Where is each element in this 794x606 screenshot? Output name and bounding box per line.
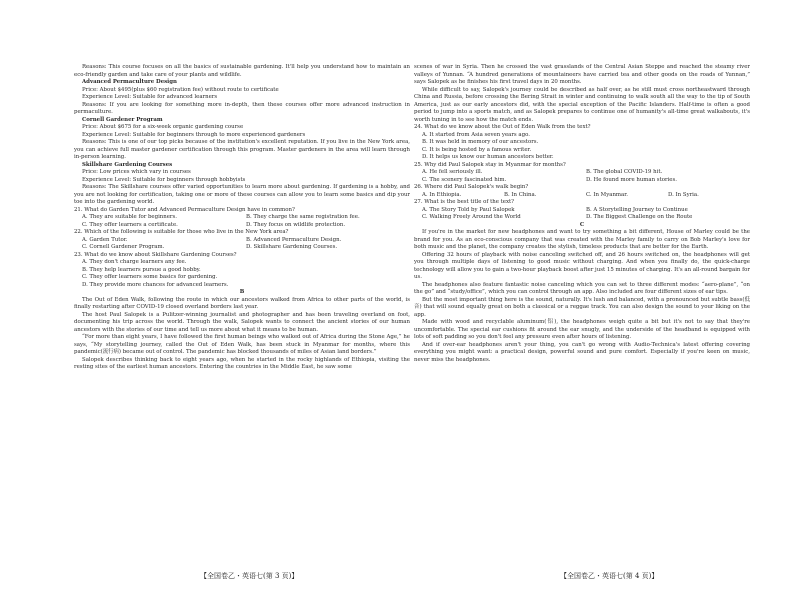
q22-option-d: D. Skillshare Gardening Courses. — [246, 244, 338, 250]
right-page-column — [414, 64, 750, 364]
q23-option-d: D. They provide more chances for advanced learners. — [82, 281, 229, 288]
course3-title: Cornell Gardener Program — [82, 116, 163, 123]
left-page-column — [74, 64, 410, 372]
q26-option-a: A. In Ethiopia. — [422, 191, 462, 198]
q21-options-row2 — [82, 222, 410, 230]
question-27: 27. What is the best title of the text? — [414, 199, 515, 205]
course3-price: Price: About $675 for a six-week organic gardening course — [82, 124, 244, 130]
question-21: 21. What do Garden Tutor and Advanced Permaculture Design have in common? — [74, 206, 295, 213]
q24-option-c: C. It is being hosted by a famous writer. — [422, 146, 532, 153]
passage-c-para4: But the most important thing here is the sound, naturally. It's lush and balanced, with a pronounced but subtle bass(低音) that will sound equally great on both a classical or a reggae track. You can also design the sound to your liking on the app. — [414, 296, 750, 318]
q24-option-a: A. It started from Asia seven years ago. — [422, 131, 530, 138]
q26-option-b: B. In China. — [504, 191, 537, 198]
q25-option-b: B. The global COVID-19 hit. — [586, 169, 663, 175]
q22-options-row1 — [82, 237, 410, 245]
passage-b-para1: The Out of Eden Walk, following the route in which our ancestors walked from Africa to other parts of the world, is finally restarting after COVID-19 closed overland borders last year. — [74, 296, 410, 310]
q24-option-b: B. It was held in memory of our ancestors. — [422, 139, 539, 145]
q22-option-a: A. Garden Tutor. — [82, 236, 128, 243]
q27-option-a: A. The Story Told by Paul Salopek — [422, 206, 515, 213]
q23-option-c: C. They offer learners some basics for gardening. — [82, 274, 218, 280]
q22-option-c: C. Cornell Gardener Program. — [82, 244, 165, 250]
question-26: 26. Where did Paul Salopek's walk begin? — [414, 184, 529, 190]
course2-price: Price: About $495(plus $60 registration fee) without route to certificate — [82, 86, 279, 93]
q24-option-d: D. It helps us know our human ancestors better. — [422, 154, 554, 160]
passage-b-para4-continued: scenes of war in Syria. Then he crossed the vast grasslands of the Central Asian Steppe and reached the steamy river valleys of Yunnan. “A hundred generations of mountaineers have carried tea and other goods on the roads of Yunnan,” says Salopek as he finishes his first travel days in 20 months. — [414, 64, 750, 85]
q21-option-c: C. They offer learners a certificate. — [82, 221, 178, 228]
q25-options-row2 — [422, 177, 750, 185]
q26-option-c: C. In Myanmar. — [586, 191, 628, 198]
passage-c-para2: Offering 32 hours of playback with noise canceling switched off, and 26 hours switched on, the headphones will get you through multiple days of listening to good music without charging. And when you finally do, the quick-charge technology will allow you to gain a two-hour playback boost after just 15 minutes of charging. It's an all-round bargain for us. — [414, 251, 750, 280]
course4-reasons: Reasons: The Skillshare courses offer varied opportunities to learn more about gardening. If gardening is a hobby, and you are not looking for certification, taking one or more of these courses can allow you to learn some basics and dip your toe into the gardening world. — [74, 184, 410, 205]
course4-level: Experience Level: Suitable for beginners through hobbyists — [82, 176, 246, 183]
question-24: 24. What do we know about the Out of Eden Walk from the text? — [414, 124, 591, 130]
passage-c-para6: And if over-ear headphones aren't your thing, you can't go wrong with Audio-Technica's latest offering covering everything you might want: a practical design, powerful sound and pure comfort. Especially if you're keen on music, never miss the headphones. — [414, 341, 750, 363]
q23-option-a: A. They don't charge learners any fee. — [82, 259, 187, 265]
left-page-footer: 【全国卷乙・英语七(第 3 页)】 — [200, 572, 299, 580]
course3-reasons: Reasons: This is one of our top picks because of the institution's excellent reputation. If you live in the New York area, you can achieve full master gardener certification through this program. Master gardeners in the area will learn through in-person learning. — [74, 139, 410, 160]
q25-options-row1 — [422, 169, 750, 177]
course4-price: Price: Low prices which vary in courses — [82, 169, 191, 175]
q27-options-row1 — [422, 207, 750, 215]
course2-title: Advanced Permaculture Design — [82, 79, 177, 85]
passage-c-para3: The headphones also feature fantastic noise canceling which you can set to three different modes: “aero-plane”, “on the go” and “study/office”, which you can control through an app. Also included are four different sizes of ear tips. — [414, 281, 750, 295]
q26-options-row — [422, 192, 750, 200]
q27-option-d: D. The Biggest Challenge on the Route — [586, 214, 693, 220]
q25-option-c: C. The scenery fascinated him. — [422, 176, 507, 183]
q21-options-row1 — [82, 214, 410, 222]
course2-level: Experience Level: Suitable for advanced learners — [82, 94, 218, 100]
q21-option-a: A. They are suitable for beginners. — [82, 214, 177, 220]
q25-option-a: A. He fell seriously ill. — [422, 169, 483, 175]
passage-c-para1: If you're in the market for new headphones and want to try something a bit different, House of Marley could be the brand for you. As an eco-conscious company that was created with the Marley family to carry on Bob Marley's love for both music and the planet, the company creates the stylish, timeless products that are better for the Earth. — [414, 229, 750, 250]
passage-b-para4: Salopek describes thinking back to eight years ago, when he started in the rocky highlands of Ethiopia, visiting the resting sites of the earliest human ancestors. Entering the countries in the Middle East, he saw some — [74, 356, 410, 370]
course4-title: Skillshare Gardening Courses — [82, 161, 173, 168]
passage-c-para5: Made with wood and recyclable aluminum(铝), the headphones weigh quite a bit but it's not to say that they're uncomfortable. The special ear cushions fit around the ear snugly, and the underside of the headband is equipped with lots of soft padding so you don't feel any pressure even after hours of listening. — [414, 319, 750, 340]
right-page-footer: 【全国卷乙・英语七(第 4 页)】 — [560, 572, 659, 580]
section-b-heading: B — [239, 289, 245, 295]
q21-option-b: B. They charge the same registration fee. — [246, 214, 360, 220]
q21-option-d: D. They focus on wildlife protection. — [246, 221, 346, 228]
section-c-heading: C — [579, 221, 585, 228]
q26-option-d: D. In Syria. — [668, 191, 699, 198]
course2-reasons: Reasons: If you are looking for something more in-depth, then these courses offer more advanced instruction in permaculture. — [74, 101, 410, 115]
q27-option-b: B. A Storytelling Journey to Continue — [586, 206, 688, 213]
q22-options-row2 — [82, 244, 410, 252]
q23-option-b: B. They help learners pursue a good hobby. — [82, 266, 201, 273]
q25-option-d: D. He found more human stories. — [586, 176, 677, 183]
course1-reasons: Reasons: This course focuses on all the basics of sustainable gardening. It'll help you understand how to maintain an eco-friendly garden and take care of your plants and wildlife. — [74, 64, 410, 78]
question-25: 25. Why did Paul Salopek stay in Myanmar for months? — [414, 161, 566, 168]
question-22: 22. Which of the following is suitable for those who live in the New York area? — [74, 229, 289, 235]
passage-b-para3: “For more than eight years, I have followed the first human beings who walked out of Africa during the Stone Age,” he says, “My storytelling journey, called the Out of Eden Walk, has been stuck in Myanmar for months, where this pandemic(流行病) became out of control. The pandemic has blocked thousands of miles of Asian land borders.” — [74, 334, 410, 355]
q27-option-c: C. Walking Freely Around the World — [422, 214, 521, 220]
course3-level: Experience Level: Suitable for beginners through to more experienced gardeners — [82, 131, 306, 138]
passage-b-para5: While difficult to say, Salopek's journey could be described as half over, as he still must cross northeastward through China and Russia, before crossing the Bering Strait in winter and continuing to walk south all the way to the tip of South America, just as our early ancestors did, with the special exception of the Pacific Islanders. Half-time is often a good period to jump into a sports match, and as Salopek prepares to continue one of humanity's all-time great walkabouts, it's worth tuning in to see how the match ends. — [414, 86, 750, 123]
q27-options-row2 — [422, 214, 750, 222]
question-23: 23. What do we know about Skillshare Gardening Courses? — [74, 251, 237, 258]
q22-option-b: B. Advanced Permaculture Design. — [246, 236, 342, 243]
passage-b-para2: The host Paul Salopek is a Pulitzer-winning journalist and photographer and has been traveling overland on foot, documenting his trip across the world. Through the walk, Salopek wants to connect the ancient stories of our human ancestors with the stories of our time and tell us more about what it means to be human. — [74, 311, 410, 333]
